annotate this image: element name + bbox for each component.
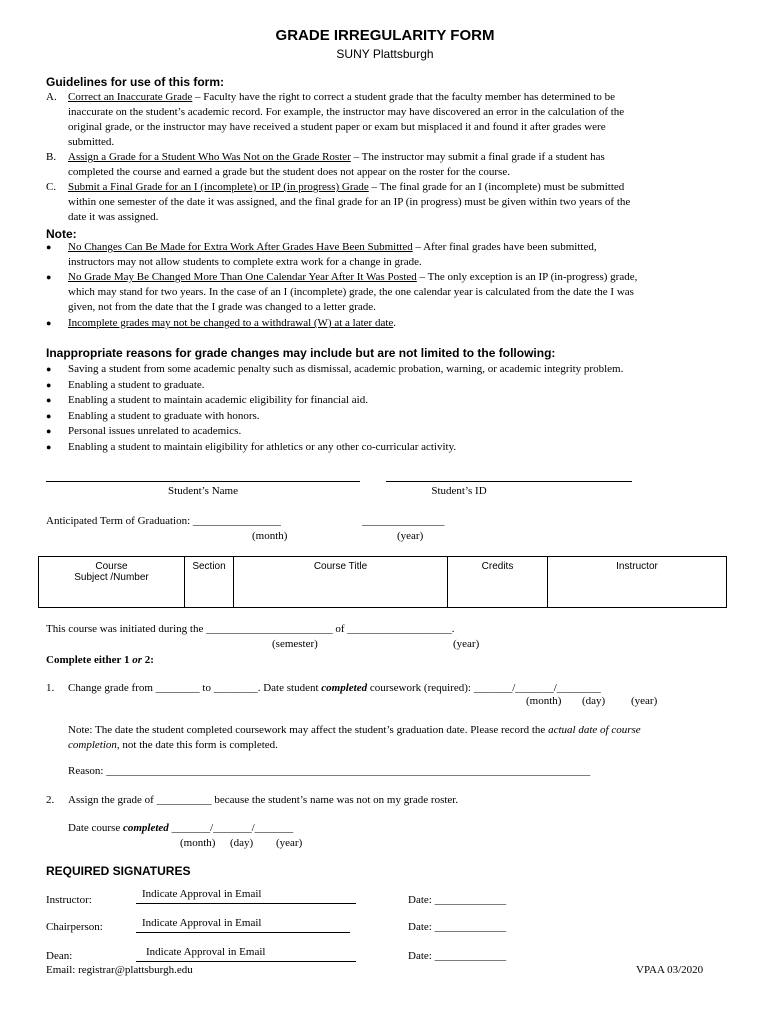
dean-approval: Indicate Approval in Email — [146, 946, 266, 958]
guideline-a — [46, 90, 624, 150]
bullet-icon: ● — [46, 426, 52, 436]
instructor-date-field[interactable]: Date: _____________ — [408, 894, 507, 906]
complete-either-label — [46, 654, 154, 666]
col-course — [39, 557, 185, 608]
student-id-label: Student’s ID — [431, 485, 487, 497]
month-hint: (month) — [252, 530, 288, 542]
option-1-text-c: coursework (required): _______/_______/________ — [367, 682, 601, 694]
note-text: instructors may not allow students to complete extra work for a change in grade. — [68, 256, 422, 268]
signatures-heading: REQUIRED SIGNATURES — [46, 864, 191, 878]
option-2-date-a: Date course — [68, 822, 123, 834]
guideline-letter: B. — [46, 151, 57, 163]
graduation-term-field[interactable]: Anticipated Term of Graduation: ________________ — [46, 515, 281, 527]
page-title: GRADE IRREGULARITY FORM — [275, 27, 495, 44]
note-text: – After final grades have been submitted, — [412, 241, 597, 253]
col-credits-label: Credits — [481, 561, 514, 572]
semester-hint: (semester) — [272, 638, 318, 650]
course-table — [38, 556, 727, 608]
reason-item: Enabling a student to maintain eligibility for athletics or any other co-curricular activity. — [68, 441, 457, 453]
guideline-b — [46, 150, 605, 180]
option-2-number: 2. — [46, 794, 55, 806]
year-hint: (year) — [276, 837, 303, 849]
col-section-label: Section — [192, 561, 226, 572]
reason-item: Enabling a student to maintain academic eligibility for financial aid. — [68, 394, 368, 406]
dean-label: Dean: — [46, 950, 73, 962]
complete-either-or: or — [132, 654, 143, 666]
student-name-label: Student’s Name — [168, 485, 238, 497]
chairperson-approval: Indicate Approval in Email — [142, 917, 262, 929]
bullet-icon: ● — [46, 318, 52, 328]
day-hint: (day) — [230, 837, 254, 849]
guideline-text: completed the course and earned a grade but the student does not appear on the roster for the course. — [68, 166, 510, 178]
col-course-title — [234, 557, 448, 608]
guideline-text: submitted. — [68, 136, 115, 148]
guideline-c — [46, 180, 630, 225]
complete-either-two: 2: — [142, 654, 154, 666]
year-hint: (year) — [397, 530, 424, 542]
option-2-text[interactable]: Assign the grade of __________ because the student’s name was not on my grade roster. — [68, 794, 459, 806]
option-1-note-c: completion, — [68, 739, 120, 751]
option-1-note — [68, 723, 641, 753]
note-text: . — [393, 317, 397, 329]
initiated-line[interactable]: This course was initiated during the _______________________ of ___________________. — [46, 623, 455, 635]
year-hint: (year) — [453, 638, 480, 650]
chairperson-date-field[interactable]: Date: _____________ — [408, 921, 507, 933]
guidelines-heading: Guidelines for use of this form: — [46, 75, 225, 89]
note-item — [68, 240, 597, 270]
col-course-label: Course Subject /Number — [74, 561, 149, 583]
graduation-year-field[interactable]: _______________ — [362, 515, 445, 527]
bullet-icon: ● — [46, 242, 52, 252]
guideline-title: Correct an Inaccurate Grade — [68, 91, 193, 103]
reason-item: Enabling a student to graduate with honors. — [68, 410, 260, 422]
student-id-field[interactable] — [386, 468, 632, 482]
note-title: No Changes Can Be Made for Extra Work After Grades Have Been Submitted — [68, 241, 413, 253]
note-item — [68, 270, 637, 315]
bullet-icon: ● — [46, 364, 52, 374]
table-header-row — [39, 557, 727, 608]
option-2-completed: completed — [122, 822, 169, 834]
note-item — [68, 316, 396, 331]
note-title: Incomplete grades may not be changed to a withdrawal (W) at a later date — [68, 317, 394, 329]
bullet-icon: ● — [46, 272, 52, 282]
col-instructor-label: Instructor — [616, 561, 658, 572]
guideline-text: – The final grade for an I (incomplete) must be submitted — [368, 181, 625, 193]
option-1-text-a: Change grade from ________ to ________. Date student — [68, 682, 322, 694]
option-2-date[interactable] — [68, 822, 293, 834]
instructor-approval: Indicate Approval in Email — [142, 888, 262, 900]
reason-field[interactable]: Reason: ________________________________________________________________________________________ — [68, 765, 591, 777]
note-heading: Note: — [46, 227, 77, 241]
bullet-icon: ● — [46, 395, 52, 405]
guideline-text: original grade, or the instructor may have received a student paper or exam but misplaced it and found it after grades were — [68, 121, 606, 133]
complete-either-text: Complete either 1 — [46, 654, 133, 666]
guideline-title: Submit a Final Grade for an I (incomplete) or IP (in progress) Grade — [68, 181, 369, 193]
reason-item: Personal issues unrelated to academics. — [68, 425, 242, 437]
note-text: – The only exception is an IP (in-progress) grade, — [416, 271, 638, 283]
bullet-icon: ● — [46, 411, 52, 421]
col-course-title-label: Course Title — [313, 561, 368, 572]
footer-email: Email: registrar@plattsburgh.edu — [46, 964, 193, 976]
option-1-completed: completed — [321, 682, 368, 694]
guideline-text: within one semester of the date it was assigned, and the final grade for an IP (in progress) must be given within two years of the — [68, 196, 631, 208]
inappropriate-heading: Inappropriate reasons for grade changes may include but are not limited to the following: — [46, 346, 556, 360]
guideline-letter: A. — [46, 91, 57, 103]
option-1-text[interactable] — [68, 682, 601, 694]
option-1-note-a: Note: The date the student completed coursework may affect the student’s graduation date. Please record the — [68, 724, 549, 736]
bullet-icon: ● — [46, 442, 52, 452]
col-instructor — [548, 557, 727, 608]
instructor-label: Instructor: — [46, 894, 92, 906]
guideline-text: – Faculty have the right to correct a student grade that the faculty member has determined to be — [192, 91, 616, 103]
student-name-field[interactable] — [46, 468, 360, 482]
guideline-text: – The instructor may submit a final grade if a student has — [350, 151, 605, 163]
chairperson-label: Chairperson: — [46, 921, 103, 933]
day-hint: (day) — [582, 695, 606, 707]
bullet-icon: ● — [46, 380, 52, 390]
reason-item: Enabling a student to graduate. — [68, 379, 205, 391]
page-subtitle: SUNY Plattsburgh — [336, 47, 434, 61]
month-hint: (month) — [180, 837, 216, 849]
dean-date-field[interactable]: Date: _____________ — [408, 950, 507, 962]
reason-item: Saving a student from some academic penalty such as dismissal, academic probation, warning, or academic integrity problem. — [68, 363, 624, 375]
guideline-letter: C. — [46, 181, 57, 193]
option-1-note-d: not the date this form is completed. — [119, 739, 278, 751]
col-section — [185, 557, 234, 608]
note-text: which may stand for two years. In the case of an I (incomplete) grade, the one calendar year is calculated from the date the I was — [68, 286, 634, 298]
footer-version: VPAA 03/2020 — [636, 964, 704, 976]
option-2-date-c: _______/_______/_______ — [168, 822, 294, 834]
year-hint: (year) — [631, 695, 658, 707]
note-title: No Grade May Be Changed More Than One Calendar Year After It Was Posted — [68, 271, 417, 283]
month-hint: (month) — [526, 695, 562, 707]
option-1-number: 1. — [46, 682, 55, 694]
guideline-text: inaccurate on the student’s academic record. For example, the instructor may have discovered an error in the calculation of the — [68, 106, 625, 118]
guideline-text: date it was assigned. — [68, 211, 159, 223]
note-text: given, not from the date that the I grade was changed to a letter grade. — [68, 301, 376, 313]
col-credits — [448, 557, 548, 608]
option-1-note-b: actual date of course — [548, 724, 641, 736]
guideline-title: Assign a Grade for a Student Who Was Not on the Grade Roster — [68, 151, 351, 163]
